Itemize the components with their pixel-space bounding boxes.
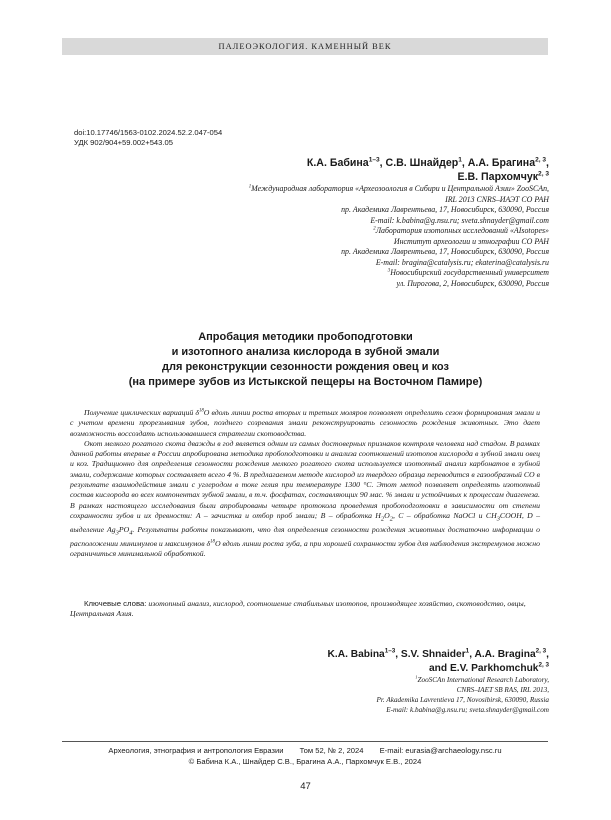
abstract-sup: 18 bbox=[210, 539, 215, 545]
author-sup: 2, 3 bbox=[538, 661, 549, 669]
author-sup: 2, 3 bbox=[535, 647, 547, 655]
abstract-sub: 3 bbox=[115, 529, 119, 537]
affil-sup: 3 bbox=[387, 268, 391, 274]
abstract-text: Окот мелкого рогатого скота дважды в год является одним из самых достоверных признаков контроля человека над стадом. В рамках данной работы впервые в России апробирована методика пробоподготовки и анализа соотношений изотопов кислорода в зубной эмали овец и коз. Традиционно для определения сезонности рождения мелкого рогатого скота используется изотопный анализ карбонатов в зубной эмали, содержание которых составляет всего 4 %. В предлагаемом методе кислород из твердого образца переводится в газообразный CO в результате взаимодействия эмали с углеродом в токе гелия при температуре 1300 °С. Этот метод позволяет определять изотопный состав кислорода во всех компонентах зубной эмали, в т.ч. фосфатах, составляющих 90 мас. % эмали и устойчивых к процессам диагенеза. В рамках настоящего исследования были апробированы четыре протокола проведения пробоподготовки в зависимости от степени сохранности зубов и их древности: A – зачистка и отбор проб эмали; B – обработка H bbox=[70, 438, 540, 520]
author-name: S.V. Shnaider bbox=[400, 649, 466, 660]
footer-divider bbox=[62, 741, 548, 742]
author-sup: 1–3 bbox=[384, 647, 396, 655]
abstract bbox=[70, 408, 540, 559]
abstract-text: , C – обработка NaOCl и CH bbox=[392, 510, 497, 520]
affil-sup: 1 bbox=[248, 184, 252, 190]
article-identifiers bbox=[74, 128, 222, 148]
author-name: С.В. Шнайдер bbox=[385, 157, 459, 169]
author-conjunction: and bbox=[428, 662, 448, 674]
abstract-sub: 2 bbox=[380, 515, 385, 523]
page-number: 47 bbox=[300, 781, 311, 792]
affil-line: Лаборатория изотопных исследований «AIsotopes» bbox=[375, 226, 549, 235]
keywords-label: Ключевые слова: bbox=[84, 599, 147, 608]
author-sup: 1 bbox=[465, 647, 470, 655]
affil-line: пр. Академика Лаврентьева, 17, Новосибирск, 630090, Россия bbox=[341, 205, 549, 214]
affil-line: CNRS–IAET SB RAS, IRL 2013, bbox=[456, 686, 549, 694]
footer bbox=[62, 745, 548, 767]
authors-ru: К.А. Бабина$^{1-3}$, С.В. Шнайдер$^1$, А.А. Брагина$^{2, 3}$, Е.В. Пархомчук$^{2, 3}$ bbox=[306, 156, 549, 183]
running-header bbox=[62, 38, 548, 55]
article-title bbox=[70, 330, 541, 390]
author-name: А.А. Брагина bbox=[467, 157, 536, 169]
abstract-text: PO bbox=[118, 524, 130, 534]
author-sup: 1 bbox=[458, 156, 462, 164]
title-line: (на примере зубов из Истыкской пещеры на Восточном Памире) bbox=[128, 376, 483, 388]
author-name: Е.В. Пархомчук bbox=[457, 171, 539, 183]
affil-line: Институт археологии и этнографии СО РАН bbox=[393, 236, 549, 246]
journal-name: Археология, этнография и антропология Евразии bbox=[108, 746, 284, 755]
copyright: © Бабина К.А., Шнайдер С.В., Брагина А.А., Пархомчук Е.В., 2024 bbox=[188, 757, 422, 766]
author-sup: 2, 3 bbox=[538, 170, 549, 178]
abstract-sub: 3 bbox=[496, 515, 500, 523]
affil-email[interactable]: E-mail: bragina@catalysis.ru; ekaterina@catalysis.ru bbox=[375, 257, 549, 267]
affil-sup: 2 bbox=[373, 226, 376, 232]
abstract-text: . Результаты работы показывают, что для определения сезонности рождения животных достаточно информации о расположении минимумов и максимумов δ bbox=[70, 524, 541, 548]
abstract-text: O вдоль линии роста вторых и третьих моляров позволяет определить сезон формирования эмали и с учетом времени прорезывания зубов, позднего созревания эмали реконструировать сезонность рождения животных. Это дает возможность воссоздать использовавшиеся стратегии скотоводства. bbox=[70, 408, 541, 438]
abstract-sub: 4 bbox=[129, 529, 133, 537]
affil-line: Международная лаборатория «Археозоология в Сибири и Центральной Азии» ZooSCAn, bbox=[251, 184, 549, 193]
affil-line: IRL 2013 CNRS–ИАЭТ СО РАН bbox=[445, 194, 549, 204]
abstract-text: O вдоль линии роста зуба, а при хорошей сохранности зубов для наблюдения экстремумов можно ограничиться минимальной обработкой. bbox=[70, 538, 540, 558]
affil-email[interactable]: E-mail: k.babina@g.nsu.ru; sveta.shnayder@gmail.com bbox=[370, 215, 549, 225]
journal-email[interactable]: E-mail: eurasia@archaeology.nsc.ru bbox=[379, 746, 502, 755]
affiliations-en bbox=[129, 675, 549, 715]
title-line: и изотопного анализа кислорода в зубной эмали bbox=[171, 346, 440, 358]
author-name: K.A. Babina bbox=[327, 649, 385, 660]
affil-line: Новосибирский государственный университет bbox=[390, 268, 549, 277]
affil-line: ZooSCAn International Research Laboratory, bbox=[417, 676, 549, 684]
affil-line: пр. Академика Лаврентьева, 17, Новосибирск, 630090, Россия bbox=[341, 247, 549, 256]
title-line: Апробация методики пробоподготовки bbox=[198, 331, 413, 343]
udk: УДК 902/904+59.002+543.05 bbox=[74, 138, 173, 147]
abstract-sup: 18 bbox=[198, 408, 204, 414]
abstract-paragraph bbox=[70, 408, 540, 439]
journal-volume: Том 52, № 2, 2024 bbox=[299, 746, 364, 755]
author-sup: 1–3 bbox=[368, 156, 380, 164]
abstract-text: Получение циклических вариаций δ bbox=[84, 408, 199, 417]
abstract-paragraph bbox=[70, 439, 540, 559]
affil-line: Pr. Akademika Lavrentieva 17, Novosibirsk, 630090, Russia bbox=[376, 696, 549, 704]
affil-email[interactable]: E-mail: k.babina@g.nsu.ru; sveta.shnayder@gmail.com bbox=[386, 706, 549, 714]
keywords-text: изотопный анализ, кислород, соотношение стабильных изотопов, производящее хозяйство, скотоводство, овцы, Центральная Азия. bbox=[70, 599, 526, 619]
title-line: для реконструкции сезонности рождения овец и коз bbox=[162, 361, 449, 373]
doi[interactable]: doi:10.17746/1563-0102.2024.52.2.047-054 bbox=[74, 128, 223, 137]
author-name: E.V. Parkhomchuk bbox=[449, 662, 539, 674]
keywords bbox=[70, 599, 540, 620]
abstract-text: O bbox=[384, 510, 390, 520]
author-name: К.А. Бабина bbox=[306, 157, 369, 169]
abstract-text: COOH, D – выделение Ag bbox=[70, 510, 540, 534]
affil-line: ул. Пирогова, 2, Новосибирск, 630090, Россия bbox=[396, 278, 549, 288]
author-name: A.A. Bragina bbox=[474, 649, 536, 660]
abstract-sub: 2 bbox=[389, 515, 393, 523]
authors-en: K.A. Babina$^{1-3}$, S.V. Shnaider$^1$, A.A. Bragina$^{2, 3}$, and E.V. Parkhomchuk$^{2, 3}$ bbox=[327, 647, 549, 674]
affiliations-ru bbox=[129, 184, 549, 289]
author-sup: 2, 3 bbox=[535, 156, 547, 164]
section-title: ПАЛЕОЭКОЛОГИЯ. КАМЕННЫЙ ВЕК bbox=[218, 42, 392, 51]
affil-sup: 1 bbox=[415, 674, 418, 680]
